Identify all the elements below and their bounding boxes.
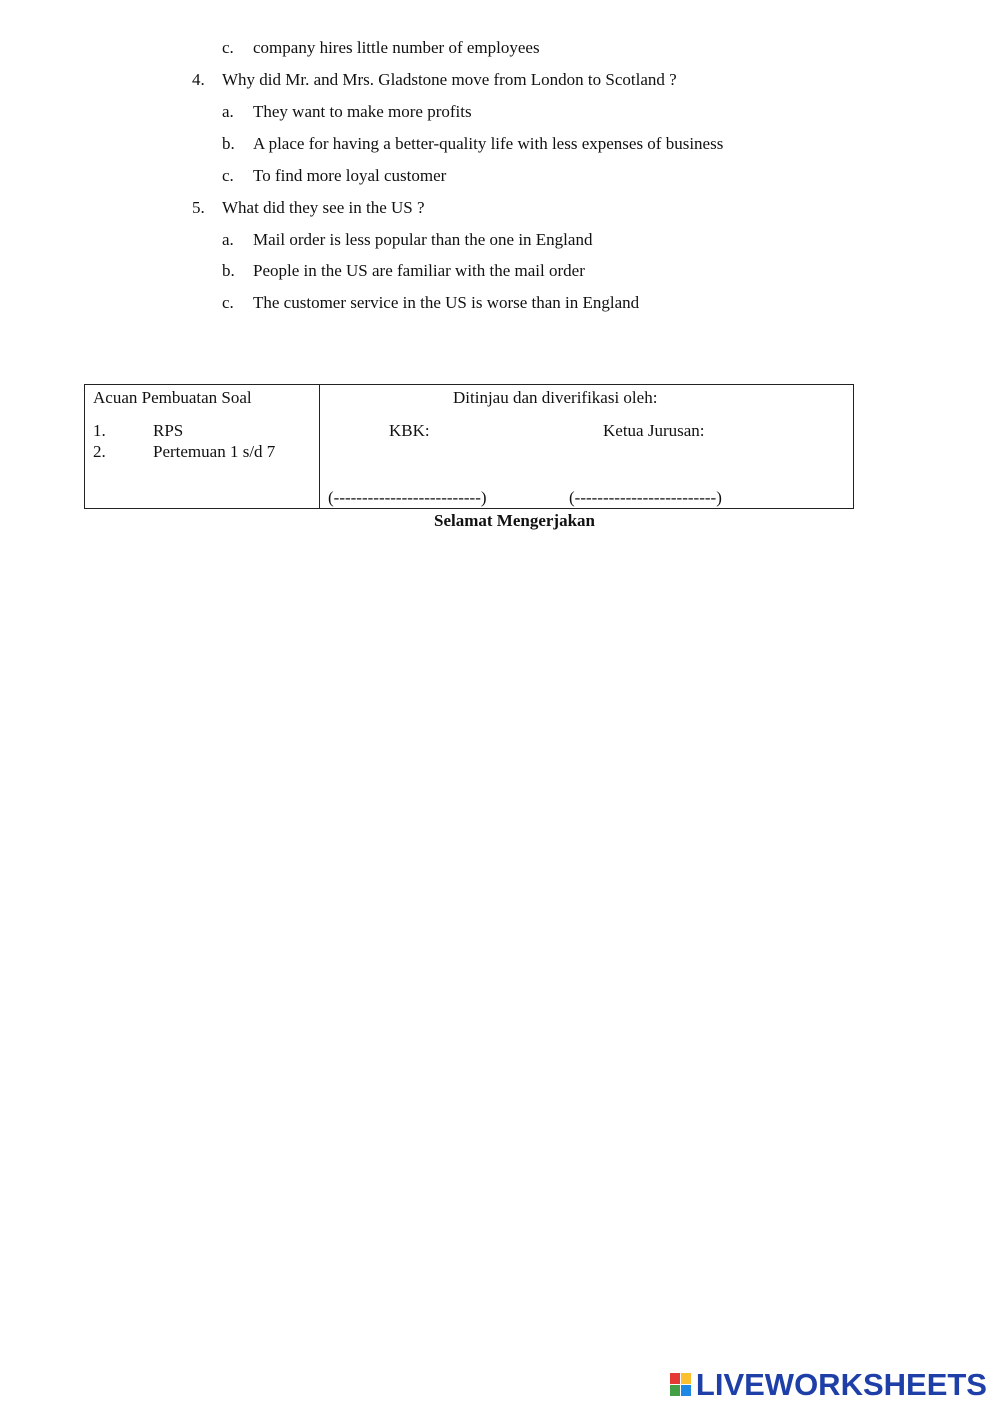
ketua-jurusan-label: Ketua Jurusan: [603, 421, 705, 440]
liveworksheets-logo-text: LIVEWORKSHEETS [695, 1367, 987, 1402]
q5-option-c-marker: c. [222, 293, 234, 312]
q4-option-c-marker: c. [222, 166, 234, 185]
q5-option-a-text: Mail order is less popular than the one in England [253, 230, 593, 249]
closing-text: Selamat Mengerjakan [433, 511, 595, 530]
kbk-label: KBK: [389, 421, 430, 440]
ketua-signature-line: (-------------------------) [569, 488, 722, 507]
q5-option-b-text: People in the US are familiar with the mail order [253, 261, 585, 280]
q5-number: 5. [192, 198, 205, 217]
q5-option-b-marker: b. [222, 261, 235, 280]
q4-option-a-marker: a. [222, 102, 234, 121]
q5-option-a-marker: a. [222, 230, 234, 249]
kbk-signature-line: (--------------------------) [328, 488, 487, 507]
q4-option-c-text: To find more loyal customer [253, 166, 447, 185]
table-divider [319, 385, 320, 508]
liveworksheets-logo-icon [670, 1373, 692, 1397]
q4-text: Why did Mr. and Mrs. Gladstone move from London to Scotland ? [222, 70, 677, 89]
reference-item-1-text: RPS [153, 421, 184, 440]
q4-option-b-marker: b. [222, 134, 235, 153]
q4-option-b-text: A place for having a better-quality life with less expenses of business [253, 134, 724, 153]
reference-table [84, 384, 854, 509]
q4-option-a-text: They want to make more profits [253, 102, 472, 121]
reference-item-2-number: 2. [93, 442, 106, 461]
reference-item-1-number: 1. [93, 421, 106, 440]
reference-header: Acuan Pembuatan Soal [93, 388, 252, 407]
reference-item-2-text: Pertemuan 1 s/d 7 [153, 442, 276, 461]
q3-option-c-text: company hires little number of employees [253, 38, 540, 57]
q4-number: 4. [192, 70, 205, 89]
q5-text: What did they see in the US ? [222, 198, 425, 217]
q3-option-c-marker: c. [222, 38, 234, 57]
liveworksheets-logo [670, 1369, 987, 1401]
verification-header: Ditinjau dan diverifikasi oleh: [453, 388, 658, 407]
q5-option-c-text: The customer service in the US is worse than in England [253, 293, 640, 312]
